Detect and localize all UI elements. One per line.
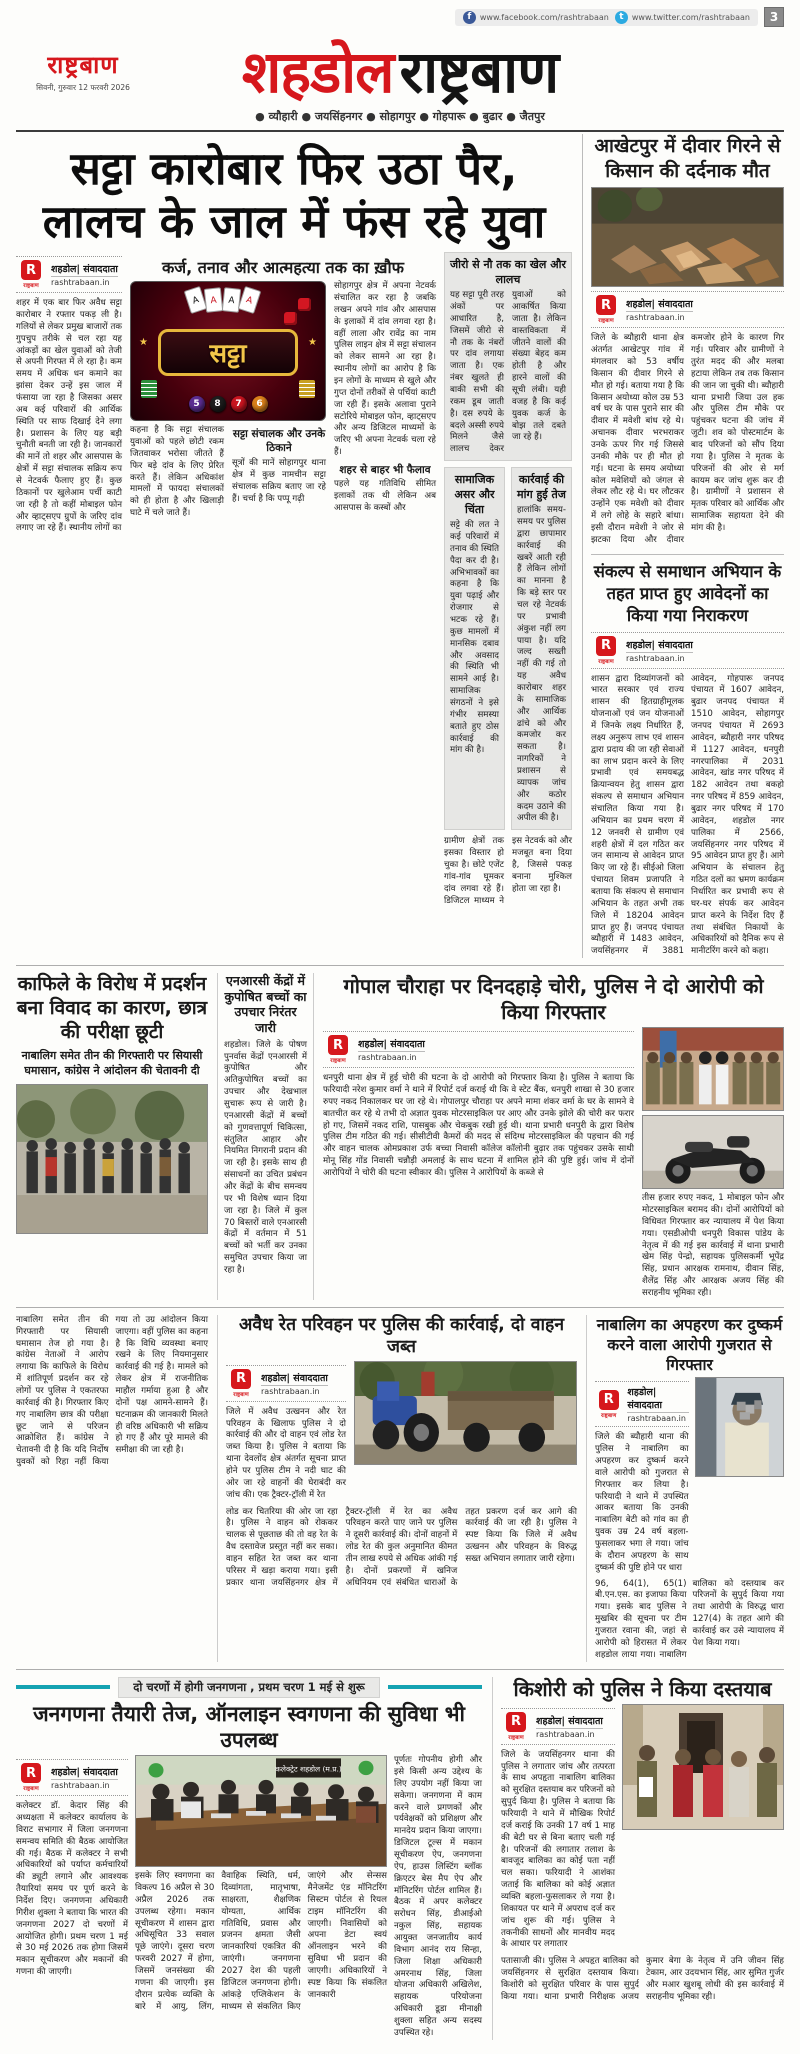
nrc-headline: एनआरसी केंद्रों में कुपोषित बच्चों का उपचार निरंतर जारी: [224, 973, 307, 1036]
satta-col3: सूत्रों की मानें सोहागपुर थाना क्षेत्र में कुछ नामचीन सट्टा संचालक सक्रिय बताए जा रहे हैं। चर्चा है कि पप्पू गढ़ी: [232, 458, 326, 504]
byline-site: rashtrabaan.in: [626, 313, 685, 323]
story-kishori: [492, 1677, 784, 2040]
satta-box1-head: जीरो से नौ तक का खेल और लालच: [450, 258, 566, 287]
photo-rescued-girl-with-police: [622, 1704, 784, 1830]
satta-graphic: [130, 281, 326, 421]
byline-credit: शहडोल| संवाददाता: [51, 264, 118, 276]
number-ball: 5: [189, 396, 205, 412]
rashtrabaan-logo-icon: R: [596, 636, 616, 656]
photo-seized-tractor-trolley: [354, 1361, 577, 1465]
satta-box2-text: सट्टे की लत ने कई परिवारों में तनाव की स्थिति पैदा कर दी है। अभिभावकों का कहना है कि युवा पढ़ाई और रोजगार से भटक रहे हैं। कुछ मामलों में मानसिक दबाव और अवसाद की स्थिति भी सामने आई है। सामाजिक संगठनों ने इसे गंभीर समस्या बताते हुए ठोस कार्रवाई की मांग की है।: [450, 520, 499, 756]
byline-credit: शहडोल| संवाददाता: [536, 1715, 603, 1727]
byline-box: [16, 1759, 128, 1796]
byline-credit: शहडोल| संवाददाता: [358, 1039, 425, 1051]
number-ball: 6: [252, 396, 268, 412]
dice-icon: [298, 298, 311, 311]
page-number-badge: 3: [764, 7, 784, 27]
satta-box3-head: कार्रवाई की मांग हुई तेज: [517, 473, 566, 502]
photo-police-with-accused: [642, 1027, 784, 1111]
satta-word: सट्टा: [209, 339, 247, 370]
satta-box2: [444, 467, 505, 830]
kafila-headline: काफिले के विरोध में प्रदर्शन बना विवाद का कारण, छात्र की परीक्षा छूटी: [16, 973, 208, 1043]
kafila-subhead: नाबालिग समेत तीन की गिरफ्तारी पर सियासी घमासान, कांग्रेस ने आंदोलन की चेतावनी दी: [21, 1049, 203, 1077]
story-satta: [16, 134, 572, 958]
byline-box: [595, 1381, 689, 1427]
satta-tail: ग्रामीण क्षेत्रों तक इसका विस्तार हो चुका है। छोटे एजेंट गांव-गांव घूमकर दांव लगवा रहे हैं। डिजिटल माध्यम ने इस नेटवर्क को और मजबूत बना दिया है, जिससे पकड़ बनाना मुश्किल होता जा रहा है।: [444, 836, 572, 906]
satta-box3-text: हालांकि समय-समय पर पुलिस द्वारा छापामार कार्रवाई की खबरें आती रही हैं लेकिन लोगों का मानना है कि बड़े स्तर पर चल रहे नेटवर्क पर प्रभावी अंकुश नहीं लग पाया है। यदि जल्द सख्ती नहीं की गई तो यह अवैध कारोबार शहर के सामाजिक और आर्थिक ढांचे को और कमजोर कर सकता है। नागरिकों ने प्रशासन से व्यापक जांच और कठोर कदम उठाने की अपील की है।: [517, 505, 566, 824]
byline-site: rashtrabaan.in: [358, 1053, 417, 1063]
census-cols: इसके लिए स्वगणना का विकल्प 16 अप्रैल से 30 अप्रैल 2026 तक उपलब्ध रहेगा। मकान सूचीकरण में शासन द्वारा अधिसूचित 33 सवाल पूछे जाएंगे। दूसरा चरण फरवरी 2027 में होगा, जिसमें जनसंख्या की गणना की जाएगी। इस दौरान प्रत्येक व्यक्ति के बारे में आयु, लिंग, वैवाहिक स्थिति, धर्म, दिव्यांगता, मातृभाषा, साक्षरता, शैक्षणिक योग्यता, आर्थिक गतिविधि, प्रवास और प्रजनन क्षमता जैसी जानकारियां एकत्रित की जाएंगी। जनगणना 2027 देश की पहली डिजिटल जनगणना होगी। आंकड़े एप्लिकेशन के माध्यम से संकलित किए जाएंगे और सेन्सस मैनेजमेंट एंड मॉनिटरिंग सिस्टम पोर्टल से रियल टाइम मॉनिटरिंग की जाएगी। निवासियों को अपना डेटा स्वयं ऑनलाइन भरने की सुविधा भी प्रदान की जाएगी। अधिकारियों ने स्पष्ट किया कि संकलित जानकारी: [135, 1871, 387, 2012]
byline-logo-name: राष्ट्रबाण: [23, 283, 39, 290]
byline-site: rashtrabaan.in: [51, 1781, 110, 1791]
nabalig-headline: नाबालिग का अपहरण कर दुष्कर्म करने वाला आरोपी गुजरात से गिरफ्तार: [596, 1315, 783, 1375]
story-kafila-continued: [16, 1315, 208, 1662]
satta-headline: सट्टा कारोबार फिर उठा पैर, लालच के जाल में फंस रहे युवा: [42, 141, 546, 248]
photo-collapsed-wall-rubble: [591, 187, 784, 287]
nabalig-cols: 96, 64(1), 65(1) बी.एन.एस. का इजाफा किया गया। इसके बाद पुलिस ने मुखबिर की सूचना पर टीम गुजरात रवाना की, जहां से आरोपी को हिरासत में लेकर शहडोल लाया गया। नाबालिग बालिका को दस्तयाब कर परिजनों के सुपुर्द किया गया तथा आरोपी के विरुद्ध धारा 127(4) के तहत आगे की कार्रवाई कर उसे न्यायालय में पेश किया गया।: [595, 1578, 784, 1660]
playing-card: A: [222, 287, 241, 313]
story-sankalp: [591, 554, 784, 958]
paper-title-black: राष्ट्रबाण: [399, 38, 559, 106]
rashtrabaan-logo-icon: R: [328, 1035, 348, 1055]
kicker-bar-left: [16, 1685, 110, 1689]
rashtrabaan-logo-icon: R: [231, 1369, 251, 1389]
byline-site: rashtrabaan.in: [627, 1414, 686, 1424]
masthead-rule: [16, 130, 784, 132]
star-icon: ★: [308, 337, 317, 349]
census-headline: जनगणना तैयारी तेज, ऑनलाइन स्वगणना की सुविधा भी उपलब्ध: [33, 1701, 465, 1752]
census-kicker-text: दो चरणों में होगी जनगणना , प्रथम चरण 1 मई से शुरू: [118, 1677, 379, 1698]
gopal-col1: धनपुरी थाना क्षेत्र में हुई चोरी की घटना के दो आरोपी को गिरफ्तार किया है। पुलिस ने बताया कि फरियादी नरेश कुमार वर्मा ने थाने में रिपोर्ट दर्ज कराई थी कि वे स्टेट बैंक, धनपुरी शाखा से 30 हजार रुपए नकद निकालकर घर जा रहे थे। गोपालपुर चौराहा पर अपने मामा शंकर वर्मा के घर के सामने वे बातचीत कर रहे थे तभी दो अज्ञात युवक मोटरसाइकिल पर आए और उनके झोले की चोरी कर फरार हो गए, जिसमें नकद राशि, पासबुक और चेकबुक रखी हुई थी। थाना प्रभारी धनपुरी के द्वारा विशेष पुलिस टीम गठित की गई। सीसीटीवी कैमरों की मदद से संदिग्ध मोटरसाइकिल की पहचान की गई और वाहन चालक ओमप्रकाश उर्फ बच्चा निवासी कॉलेज कॉलोनी बुढ़ार तक पहुंचकर उसके साथी मोनू सिंह गोंड निवासी चन्नौड़ी अमलाई के साथ घटना में शामिल होने की पुष्टि हुई। जांच में दोनों आरोपियों ने चोरी की घटना स्वीकार की। पुलिस ने आरोपियों के कब्जे से: [323, 1073, 634, 1179]
kishori-headline: किशोरी को पुलिस ने किया दस्तयाब: [513, 1676, 772, 1701]
satta-box1-text: यह सट्टा पूरी तरह अंकों पर आधारित है, जिसमें जीरो से नौ तक के नंबरों पर दांव लगाया जाता है। एक नंबर खुलते ही बाकी सभी की रकम डूब जाती है। दस रुपये के बदले अस्सी रुपये मिलने जैसे लालच देकर युवाओं को आकर्षित किया जाता है। लेकिन वास्तविकता में जीतने वालों की संख्या बेहद कम होती है और हारने वालों की सूची लंबी। यही वजह है कि कई युवक कर्ज के बोझ तले दबते जा रहे हैं।: [450, 290, 566, 455]
gopal-col2: तीस हजार रुपए नकद, 1 मोबाइल फोन और मोटरसाइकिल बरामद की। दोनों आरोपियों को विधिवत गिरफ्तार कर न्यायालय में पेश किया गया। एसडीओपी धनपुरी विकास पांडेय के नेतृत्व में की गई इस कार्रवाई में थाना प्रभारी खेम सिंह पेन्द्रो, सहायक पुलिसकर्मी भूपेंद्र सिंह, प्रधान आरक्षक रामनाथ, दीवान सिंह, शैलेंद्र सिंह और आरक्षक अजय सिंह की सराहनीय भूमिका रही।: [642, 1193, 784, 1299]
kishori-cols: पतासाजी की। पुलिस ने अपहृत बालिका को जयसिंहनगर से सुरक्षित दस्तयाब किया। किशोरी को सुरक्षित परिवार के पास सुपुर्द किया गया। थाना प्रभारी निरीक्षक अजय कुमार बेगा के नेतृत्व में उनि जीवन सिंह टेकाम, आर उदयभान सिंह, आर सुमित गुर्जर और मआर खुशबू लोधी की इस कार्रवाई में सराहनीय भूमिका रही।: [501, 1956, 784, 2002]
kafila-body2: नाबालिग समेत तीन की गिरफ्तारी पर सियासी घमासान तेज हो गया है। कांग्रेस नेताओं ने आरोप लगाया कि काफिले के विरोध में शांतिपूर्ण प्रदर्शन कर रहे लोगों पर पुलिस ने एकतरफा कार्रवाई की है। गिरफ्तार किए गए नाबालिग छात्र की परीक्षा छूट जाने से परिजन आक्रोशित हैं। कांग्रेस ने चेतावनी दी है कि यदि निर्दोष युवकों को रिहा नहीं किया गया तो उग्र आंदोलन किया जाएगा। वहीं पुलिस का कहना है कि विधि व्यवस्था बनाए रखने के लिए नियमानुसार कार्रवाई की गई है। मामले को लेकर क्षेत्र में राजनीतिक माहौल गर्माया हुआ है और दोनों पक्ष आमने-सामने हैं। घटनाक्रम की जानकारी मिलते ही वरिष्ठ अधिकारी भी सक्रिय हो गए हैं और पूरे मामले की समीक्षा की जा रही है।: [16, 1314, 208, 1468]
byline-box: [323, 1031, 634, 1068]
photo-arrested-accused: [695, 1377, 784, 1477]
byline-credit: शहडोल| संवाददाता: [626, 639, 693, 651]
number-ball: 7: [231, 396, 247, 412]
story-nabalig: [586, 1315, 784, 1662]
facebook-icon: f: [463, 11, 476, 24]
playing-card: A: [184, 286, 208, 314]
paper-title-red: शहडोल: [241, 38, 394, 106]
byline-box: [591, 632, 784, 669]
census-col1: कलेक्टर डॉ. केदार सिंह की अध्यक्षता में कलेक्टर कार्यालय के विराट सभागार में जिला जनगणना समन्वय समिति की बैठक आयोजित की गई। बैठक में कलेक्टर ने सभी अधिकारियों को पर्याप्त कर्मचारियों की ड्यूटी लगाने और आवश्यक तैयारियां समय पर पूर्ण करने के निर्देश दिए। जनगणना अधिकारी गिरीश शुक्ला ने बताया कि भारत की जनगणना 2027 दो चरणों में आयोजित होगी। प्रथम चरण 1 मई से 30 मई 2026 तक होगा जिसमें मकान सूचीकरण और मकानों की गणना की जाएगी।: [16, 1801, 128, 1978]
satta-subhead: कर्ज, तनाव और आत्महत्या तक का ख़ौफ: [162, 258, 404, 278]
dateline: सिवनी, गुरुवार 12 फरवरी 2026: [36, 83, 130, 92]
byline-site: rashtrabaan.in: [536, 1729, 595, 1739]
kicker-bar-right: [388, 1685, 482, 1689]
twitter-url: www.twitter.com/rashtrabaan: [631, 12, 750, 22]
byline-credit: शहडोल| संवाददाता: [626, 299, 693, 311]
byline-logo-name: राष्ट्रबाण: [598, 658, 614, 665]
story-gopal: [323, 973, 784, 1300]
story-census: [16, 1677, 482, 2040]
census-kicker: [16, 1677, 482, 1698]
byline-logo-name: राष्ट्रबाण: [330, 1058, 346, 1065]
facebook-link[interactable]: [463, 11, 609, 24]
byline-box: [501, 1708, 615, 1745]
byline-box: [226, 1365, 346, 1402]
photo-seized-motorcycle: [642, 1115, 784, 1189]
byline-box: [591, 291, 784, 328]
story-ret: [217, 1315, 577, 1662]
nabalig-col1: जिले की ब्यौहारी थाना की पुलिस ने नाबालिग का अपहरण कर दुष्कर्म करने वाले आरोपी को गुजरात से गिरफ्तार कर लिया है। फरियादी ने थाने में उपस्थित आकर बताया कि उनकी नाबालिग बेटी को गांव का ही युवक उम्र 24 वर्ष बहला-फुसलाकर भगा ले गया। जांच के दौरान अपहरण के साथ दुष्कर्म की पुष्टि होने पर धारा: [595, 1432, 689, 1573]
dice-icon: [284, 312, 297, 325]
byline-credit: शहडोल| संवाददाता: [261, 1372, 328, 1384]
meeting-banner-text: कलेक्ट्रेट शहडोल (म.प्र.): [275, 1764, 342, 1774]
byline-logo-name: राष्ट्रबाण: [598, 318, 614, 325]
ret-col1: जिले में अवैध उत्खनन और रेत परिवहन के खिलाफ पुलिस ने दो कार्रवाई की और दो वाहन एवं लोड रेत जब्त किया है। पुलिस ने बताया कि थाना देवलोंद क्षेत्र अंतर्गत सूचना प्राप्त होने पर पुलिस टीम ने नदी घाट की ओर जा रहे वाहनों की घेराबंदी कर जांच की। एक ट्रैक्टर-ट्रॉली में रेत: [226, 1406, 346, 1500]
kishori-col1: जिले के जयसिंहनगर थाना की पुलिस ने लगातार जांच और तत्परता के साथ अपहृता नाबालिग बालिका को सुरक्षित दस्तयाब कर परिजनों को सुपुर्द किया है। पुलिस ने बताया कि फरियादी ने थाने में मौखिक रिपोर्ट दर्ज कराई कि उनकी 17 वर्ष 1 माह की बेटी घर से बिना बताए चली गई है। परिजनों की लगातार तलाश के बावजूद बालिका का कोई पता नहीं चल सका। फरियादी ने आशंका जताई कि बालिका को कोई अज्ञात व्यक्ति बहला-फुसलाकर ले गया है। शिकायत पर थाने में अपराध दर्ज कर जांच शुरू की गई। पुलिस ने तकनीकी साधनों और मानवीय मदद के आधार पर लगातार: [501, 1749, 615, 1950]
twitter-icon: t: [615, 11, 628, 24]
brand-logo-block: [18, 48, 148, 93]
social-strip: [455, 9, 758, 26]
satta-box1: [444, 252, 572, 461]
ret-cols: लोड कर चितरिया की ओर जा रहा है। पुलिस ने वाहन को रोककर चालक से पूछताछ की तो वह रेत के वैध दस्तावेज प्रस्तुत नहीं कर सका। वाहन सहित रेत जब्त कर थाना परिसर में खड़ा कराया गया। इसी प्रकार थाना जयसिंहनगर क्षेत्र में ट्रैक्टर-ट्रॉली में रेत का अवैध परिवहन करते पाए जाने पर पुलिस ने दूसरी कार्रवाई की। दोनों वाहनों में लोड रेत की कुल अनुमानित कीमत तीन लाख रुपये से अधिक आंकी गई है। दोनों प्रकरणों में खनिज अधिनियम एवं संबंधित धाराओं के तहत प्रकरण दर्ज कर आगे की कार्रवाई की जा रही है। पुलिस ने स्पष्ट किया कि जिले में अवैध उत्खनन और परिवहन के विरुद्ध सख्त अभियान लगातार जारी रहेगा।: [226, 1506, 577, 1588]
masthead: [16, 32, 784, 134]
satta-subhead2: शहर से बाहर भी फैलाव: [339, 463, 431, 476]
playing-card: A: [204, 287, 223, 313]
story-kafila: [16, 973, 208, 1300]
byline-site: rashtrabaan.in: [51, 278, 110, 288]
rashtrabaan-logo-icon: R: [21, 260, 41, 280]
edition-cities: ● व्यौहारी ● जयसिंहनगर ● सोहागपुर ● गोहपारू ● बुढार ● जैतपुर: [255, 109, 545, 123]
satta-col2: कहना है कि सट्टा संचालक युवाओं को पहले छोटी रकम जितवाकर भरोसा जीतते हैं फिर बड़े दांव के लिए प्रेरित करते हैं। लेकिन अधिकांश मामलों में फायदा संचालकों को ही होता है और खिलाड़ी घाटे में चले जाते हैं।: [130, 425, 224, 519]
satta-board: [158, 329, 298, 376]
sankalp-body: शासन द्वारा दिव्यांगजनों को भारत सरकार एवं राज्य शासन की हितग्राहीमूलक योजनाओं एवं जन योजनाओं में जिनके लक्ष्य निर्धारित हैं, लक्ष्य अनुरूप लाभ एवं शासन द्वारा प्रदाय की जा रही सेवाओं का लाभ प्रदान करने के लिए प्रभावी एवं समयबद्ध क्रियान्वयन हेतु शासन द्वारा संकल्प से समाधान अभियान संचालित किया गया है। अभियान का प्रथम चरण में 12 जनवरी से ग्रामीण एवं शहरी क्षेत्रों में दल गठित कर जन सामान्य से आवेदन प्राप्त किए जा रहे हैं। सीईओ जिला पंचायत शिवम प्रजापति ने बताया कि संकल्प से समाधान अभियान के तहत अभी तक जिले में 18204 आवेदन प्राप्त हुए हैं। जनपद पंचायत ब्यौहारी में 1483 आवेदन, जयसिंहनगर में 3881 आवेदन, गोहपारू जनपद पंचायत में 1607 आवेदन, बुढार जनपद पंचायत में 1510 आवेदन, सोहागपुर जनपद पंचायत में 2693 आवेदन, ब्यौहारी नगर परिषद में 1127 आवेदन, धनपुरी नगरपालिका में 2031 आवेदन, खांड नगर परिषद में 182 आवेदन तथा बकहो नगर परिषद में 859 आवेदन, बुढार नगर परिषद में 170 आवेदन, शहडोल नगर पालिका में 2566, जयसिंहनगर नगर परिषद में 95 आवेदन प्राप्त हुए हैं। आगे अभियान के संचालन हेतु गठित दलों का भ्रमण कार्यक्रम निर्धारित कर प्रभावी रूप से घर-घर संपर्क कर आवेदन प्राप्त करने के निर्देश दिए हैं तथा संबंधित निकायों के अधिकारियों को दैनिक रूप से मानीटरिंग करने को कहा।: [591, 673, 784, 957]
byline-credit: शहडोल| संवाददाता: [51, 1767, 118, 1779]
star-icon: ★: [139, 337, 148, 349]
rashtrabaan-logo-icon: R: [596, 295, 616, 315]
number-ball: 8: [210, 396, 226, 412]
ret-headline: अवैध रेत परिवहन पर पुलिस की कार्रवाई, दो वाहन जब्त: [238, 1314, 565, 1357]
byline-site: rashtrabaan.in: [626, 653, 685, 663]
twitter-link[interactable]: [615, 11, 750, 24]
byline-credit: शहडोल| संवाददाता: [627, 1385, 688, 1413]
byline-logo-name: राष्ट्रबाण: [508, 1734, 524, 1741]
story-nrc: [217, 973, 314, 1300]
topbar: [16, 6, 784, 28]
satta-col4b: पहले यह गतिविधि सीमित इलाकों तक थी लेकिन अब आसपास के कस्बों और: [334, 478, 436, 513]
photo-protest-group: [16, 1084, 208, 1234]
nrc-body: शहडोल। जिले के पोषण पुनर्वास केंद्रों एनआरसी में कुपोषित और अतिकुपोषित बच्चों का उपचार और देखभाल सुचारू रूप से जारी है। एनआरसी केंद्रों में बच्चों को गुणवत्तापूर्ण चिकित्सा, संतुलित आहार और नियमित निगरानी प्रदान की जा रही है। इसके साथ ही संसाधनों का उचित प्रबंधन और केंद्रों के बीच समन्वय पर भी विशेष ध्यान दिया जा रहा है। जिले में कुल 70 बिस्तरों वाले एनआरसी केंद्रों में वर्तमान में 51 बच्चों को भर्ती कर उनका समुचित उपचार किया जा रहा है।: [224, 1039, 307, 1275]
wall-headline: आखेटपुर में दीवार गिरने से किसान की दर्दनाक मौत: [594, 134, 781, 182]
byline-box: [16, 256, 122, 293]
census-col5: पूर्णतः गोपनीय होगी और इसे किसी अन्य उद्देश्य के लिए उपयोग नहीं किया जा सकेगा। जनगणना में काम करने वाले प्रगणकों और पर्यवेक्षकों को प्रशिक्षण और मानदेय प्रदान किया जाएगा। डिजिटल टूल्स में मकान सूचीकरण ऐप, जनगणना ऐप, हाउस लिस्टिंग ब्लॉक क्रिएटर बेस मैप ऐप और मॉनिटरिंग पोर्टल शामिल हैं। बैठक में अपर कलेक्टर सरोधन सिंह, डीआईओ नकुल सिंह, सहायक आयुक्त जनजातीय कार्य विभाग आनंद राय सिन्हा, जिला शिक्षा अधिकारी अमरनाथ सिंह, जिला योजना अधिकारी अखिलेश, सहायक परियोजना अधिकारी डूडा मीनाक्षी शुक्ला सहित अन्य सदस्य उपस्थित रहे।: [394, 1755, 482, 2038]
satta-col1: शहर में एक बार फिर अवैध सट्टा कारोबार ने रफ्तार पकड़ ली है। गलियों से लेकर प्रमुख बाजारों तक गुपचुप तरीके से चल रहा यह आंकड़ों का खेल युवाओं को तेजी से अपनी गिरफ्त में ले रहा है। कम समय में अधिक धन कमाने का झांसा देकर उन्हें इस जाल में फंसाया जा रहा है जिसका असर अब कई परिवारों की आर्थिक स्थिति पर साफ दिखाई देने लगा है। प्रशासन के लिए यह बड़ी चुनौती बनती जा रही है। जानकारों की मानें तो शहर और आसपास के क्षेत्रों में सट्टा संचालक सक्रिय रूप से नेटवर्क फैलाए हुए हैं। कुछ ठिकानों पर खुलेआम पर्ची काटी जा रही है तो कहीं मोबाइल फोन और व्हाट्सएप ग्रुपों के जरिए दांव लगाए जा रहे हैं। स्थानीय लोगों का: [16, 298, 122, 534]
facebook-url: www.facebook.com/rashtrabaan: [479, 12, 609, 22]
gopal-headline: गोपाल चौराहा पर दिनदहाड़े चोरी, पुलिस ने दो आरोपी को किया गिरफ्तार: [343, 974, 764, 1025]
satta-col4: सोहागपुर क्षेत्र में अपना नेटवर्क संचालित कर रहा है जबकि लखन अपने गांव और आसपास के इलाकों में दांव लगवा रहा है। वहीं लाला और रावेंद्र का नाम पुलिस लाइन क्षेत्र में सट्टा संचालन को लेकर सामने आ रहा है। स्थानीय लोगों का आरोप है कि इन लोगों के माध्यम से खुले और गुप्त दोनों तरीकों से पर्चियां काटी जा रही हैं। इसके अलावा पुराने सटोरिये मोबाइल फोन, व्हाट्सएप और अन्य डिजिटल माध्यमों के जरिए भी अपना नेटवर्क चला रहे हैं।: [334, 281, 436, 458]
wall-body: जिले के ब्यौहारी थाना क्षेत्र अंतर्गत आखेटपुर गांव में मंगलवार को 53 वर्षीय किसान की दीवार गिरने से मौत हो गई। बताया गया है कि किसान अयोध्या कोल उम्र 53 वर्ष घर के पास पुराने सार की दीवार में मवेशी बांध रहे थे। अचानक दीवार भरभराकर उनके ऊपर गिर गई जिससे उनकी मौके पर ही मौत हो गई। घटना के समय अयोध्या कोल मवेशियों को जंगल से लेकर लौट रहे थे। घर लौटकर उन्होंने एक मवेशी को दीवार में लगे लोहे के सहारे बांधा। इसी दौरान मवेशी ने जोर से झटका दिया और दीवार कमजोर होने के कारण गिर गई। परिवार और ग्रामीणों ने तुरंत मदद की और मलबा हटाया लेकिन तब तक किसान की जान जा चुकी थी। ब्यौहारी थाना प्रभारी जिया उल हक और पुलिस टीम मौके पर पहुंचकर घटना की जांच में जुटी। शव को पोस्टमार्टम के बाद परिजनों को सौंप दिया गया है। पुलिस ने मृतक के परिजनों की ओर से मर्ग कायम कर जांच शुरू कर दी है। ग्रामीणों ने प्रशासन से मृतक परिवार को आर्थिक और सामाजिक सहायता देने की मांग की है।: [591, 333, 784, 545]
brand-logo: राष्ट्रबाण: [47, 51, 119, 79]
rashtrabaan-logo-icon: R: [599, 1390, 619, 1410]
photo-census-meeting: [135, 1755, 387, 1867]
satta-box2-head: सामाजिक असर और चिंता: [454, 473, 495, 517]
story-wall-collapse: [591, 134, 784, 547]
playing-card: A: [238, 286, 262, 314]
byline-logo-name: राष्ट्रबाण: [233, 1391, 249, 1398]
byline-logo-name: राष्ट्रबाण: [23, 1786, 39, 1793]
sankalp-headline: संकल्प से समाधान अभियान के तहत प्राप्त हुए आवेदनों का किया गया निराकरण: [591, 554, 784, 628]
byline-site: rashtrabaan.in: [261, 1386, 320, 1396]
byline-logo-name: राष्ट्रबाण: [600, 1412, 617, 1419]
rashtrabaan-logo-icon: R: [506, 1712, 526, 1732]
satta-box3: [511, 467, 572, 830]
rashtrabaan-logo-icon: R: [21, 1763, 41, 1783]
satta-caption: सट्टा संचालक और उनके ठिकाने: [232, 428, 326, 454]
